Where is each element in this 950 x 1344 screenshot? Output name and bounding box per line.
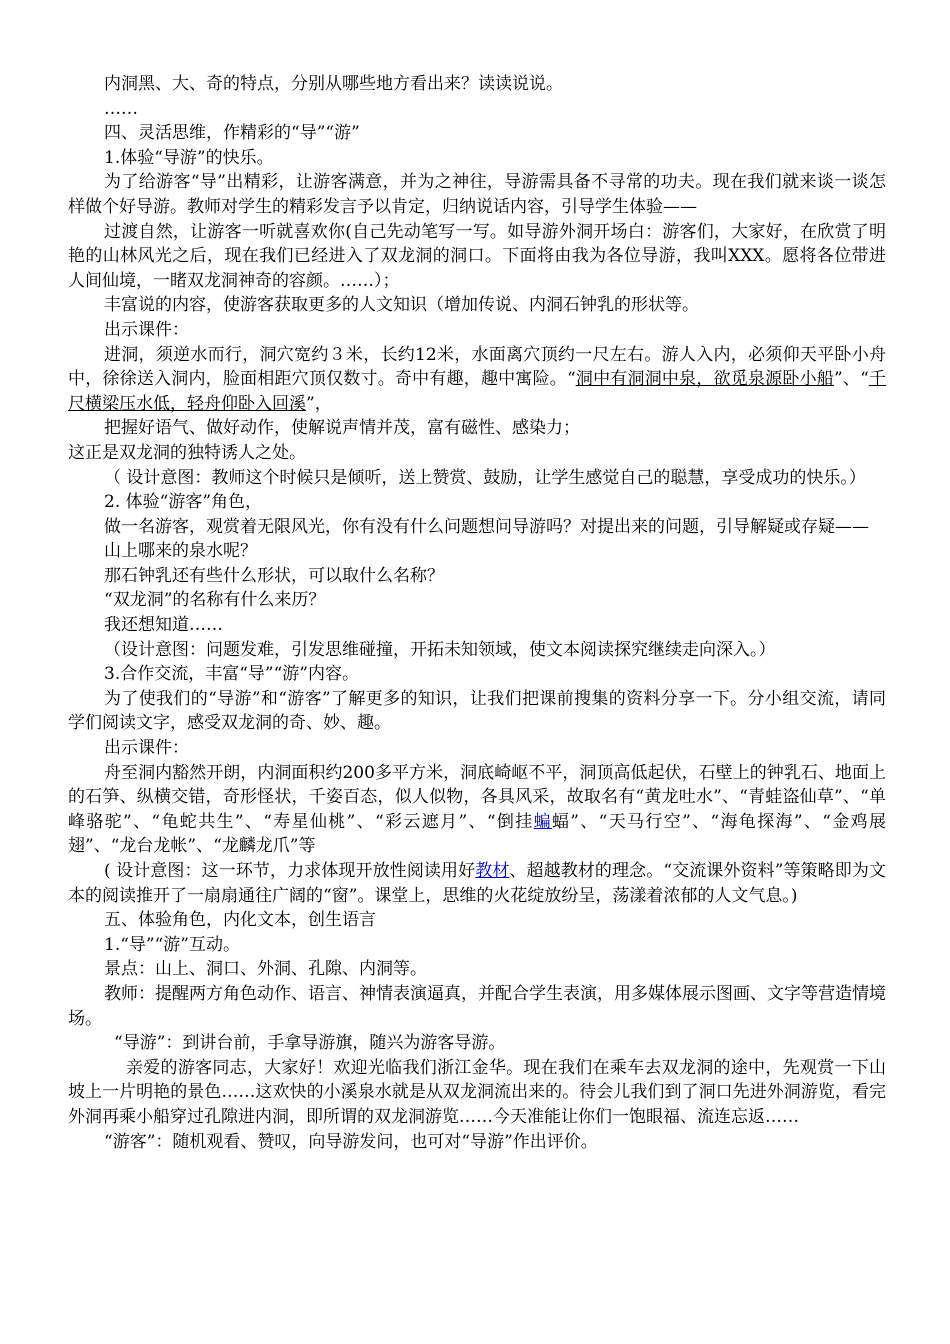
courseware-paragraph bbox=[68, 343, 886, 417]
section-heading-5: 五、体验角色，内化文本，创生语言 bbox=[104, 910, 376, 931]
courseware-paragraph bbox=[68, 761, 886, 859]
text-span: ( 设计意图：这一环节，力求体现开放性阅读用好 bbox=[104, 861, 476, 881]
design-intent bbox=[68, 859, 886, 908]
text-span: 舟至洞内豁然开朗，内洞面积约200多平方米，洞底崎岖不平，洞顶高低起伏，石壁上的钟乳石、地面上的石笋、纵横交错，奇形怪状，千姿百态，似人似物，各具风采，故取名有“黄龙吐水”、“青蛙盗仙草”、“单峰骆驼”、“龟蛇共生”、“寿星仙桃”、“彩云遮月”、“倒挂 bbox=[68, 762, 886, 832]
underlined-quote: 千尺横梁压水低，轻舟仰卧入回溪 bbox=[68, 369, 887, 414]
question-line: 我还想知道…… bbox=[104, 615, 223, 636]
subheading-1: 1.体验“导游”的快乐。 bbox=[104, 147, 274, 168]
text-span: 蝠”、“天马行空”、“海龟探海”、“金鸡展翅”、“龙台龙帐”、“龙麟龙爪”等 bbox=[68, 811, 887, 857]
paragraph: 这正是双龙洞的独特诱人之处。 bbox=[68, 442, 306, 463]
paragraph: 把握好语气、做好动作，使解说声情并茂，富有磁性、感染力； bbox=[104, 418, 580, 439]
question-line: 那石钟乳还有些什么形状，可以取什么名称？ bbox=[104, 565, 444, 586]
subheading-1: 1.“导”“游”互动。 bbox=[104, 934, 240, 955]
question-line: 山上哪来的泉水呢？ bbox=[104, 541, 257, 562]
label-courseware: 出示课件： bbox=[104, 738, 189, 759]
paragraph: 景点：山上、洞口、外洞、孔隙、内洞等。 bbox=[104, 959, 427, 980]
subheading-2: 2. 体验“游客”角色， bbox=[104, 492, 263, 513]
label-courseware: 出示课件： bbox=[104, 319, 189, 340]
guide-speech: 亲爱的游客同志，大家好！欢迎光临我们浙江金华。现在我们在乘车去双龙洞的途中，先观赏一下山坡上一片明艳的景色……这欢快的小溪泉水就是从双龙洞流出来的。待会儿我们到了洞口先进外洞游览，看完外洞再乘小船穿过孔隙进内洞，即所谓的双龙洞游览……今天准能让你们一饱眼福、流连忘返…… bbox=[68, 1057, 886, 1127]
ellipsis-line: …… bbox=[104, 98, 138, 119]
paragraph: 做一名游客，观赏着无限风光，你有没有什么问题想问导游吗？对提出来的问题，引导解疑或存疑—— bbox=[104, 516, 869, 537]
text-span: ”、“ bbox=[834, 369, 869, 390]
paragraph: 内洞黑、大、奇的特点，分别从哪些地方看出来？读读说说。 bbox=[104, 74, 563, 94]
paragraph: “游客”：随机观看、赞叹，向导游发问，也可对“导游”作出评价。 bbox=[104, 1131, 598, 1152]
text-link[interactable]: 蝙 bbox=[533, 811, 552, 832]
section-heading-4: 四、灵活思维，作精彩的“导”“游” bbox=[104, 123, 360, 144]
paragraph: “导游”：到讲台前，手拿导游旗，随兴为游客导游。 bbox=[114, 1033, 506, 1054]
question-line: “双龙洞”的名称有什么来历？ bbox=[104, 590, 326, 611]
design-intent: （设计意图：问题发难，引发思维碰撞，开拓未知领域，使文本阅读探究继续走向深入。） bbox=[104, 639, 776, 660]
subheading-3: 3.合作交流，丰富“导”“游”内容。 bbox=[104, 664, 359, 685]
design-intent: （ 设计意图：教师这个时候只是倾听，送上赞赏、鼓励，让学生感觉自己的聪慧，享受成功的快乐。） bbox=[104, 467, 866, 488]
paragraph: 丰富说的内容，使游客获取更多的人文知识（增加传说、内洞石钟乳的形状等。 bbox=[104, 295, 699, 316]
paragraph: 为了使我们的“导游”和“游客”了解更多的知识，让我们把课前搜集的资料分享一下。分小组交流，请同学们阅读文字，感受双龙洞的奇、妙、趣。 bbox=[68, 688, 886, 734]
text-span: ”， bbox=[306, 393, 332, 414]
text-span: 进洞，须逆水而行，洞穴宽约３米，长约12米，水面离穴顶约一尺左右。游人入内，必须仰天平卧小舟中，徐徐送入洞内，脸面相距穴顶仅数寸。奇中有趣，趣中寓险。“ bbox=[68, 344, 886, 390]
paragraph: 为了给游客“导”出精彩，让游客满意，并为之神往，导游需具备不寻常的功夫。现在我们就来谈一谈怎样做个好导游。教师对学生的精彩发言予以肯定，归纳说话内容，引导学生体验—— bbox=[68, 172, 886, 217]
paragraph: 过渡自然，让游客一听就喜欢你(自己先动笔写一写。如导游外洞开场白：游客们，大家好，在欣赏了明艳的山林风光之后，现在我们已经进入了双龙洞的洞口。下面将由我为各位导游，我叫XXX。愿将各位带进人间仙境，一睹双龙洞神奇的容颜。……）； bbox=[68, 221, 886, 291]
paragraph: 教师：提醒两方角色动作、语言、神情表演逼真，并配合学生表演，用多媒体展示图画、文字等营造情境场。 bbox=[68, 983, 886, 1029]
underlined-quote: 洞中有洞洞中泉，欲觅泉源卧小船 bbox=[575, 369, 834, 390]
text-span: 、超越教材的理念。“交流课外资料”等策略即为文本的阅读推开了一扇扇通往广阔的“窗”。课堂上，思维的火花绽放纷呈，荡漾着浓郁的人文气息。) bbox=[68, 861, 886, 906]
text-link[interactable]: 教材 bbox=[475, 861, 510, 881]
